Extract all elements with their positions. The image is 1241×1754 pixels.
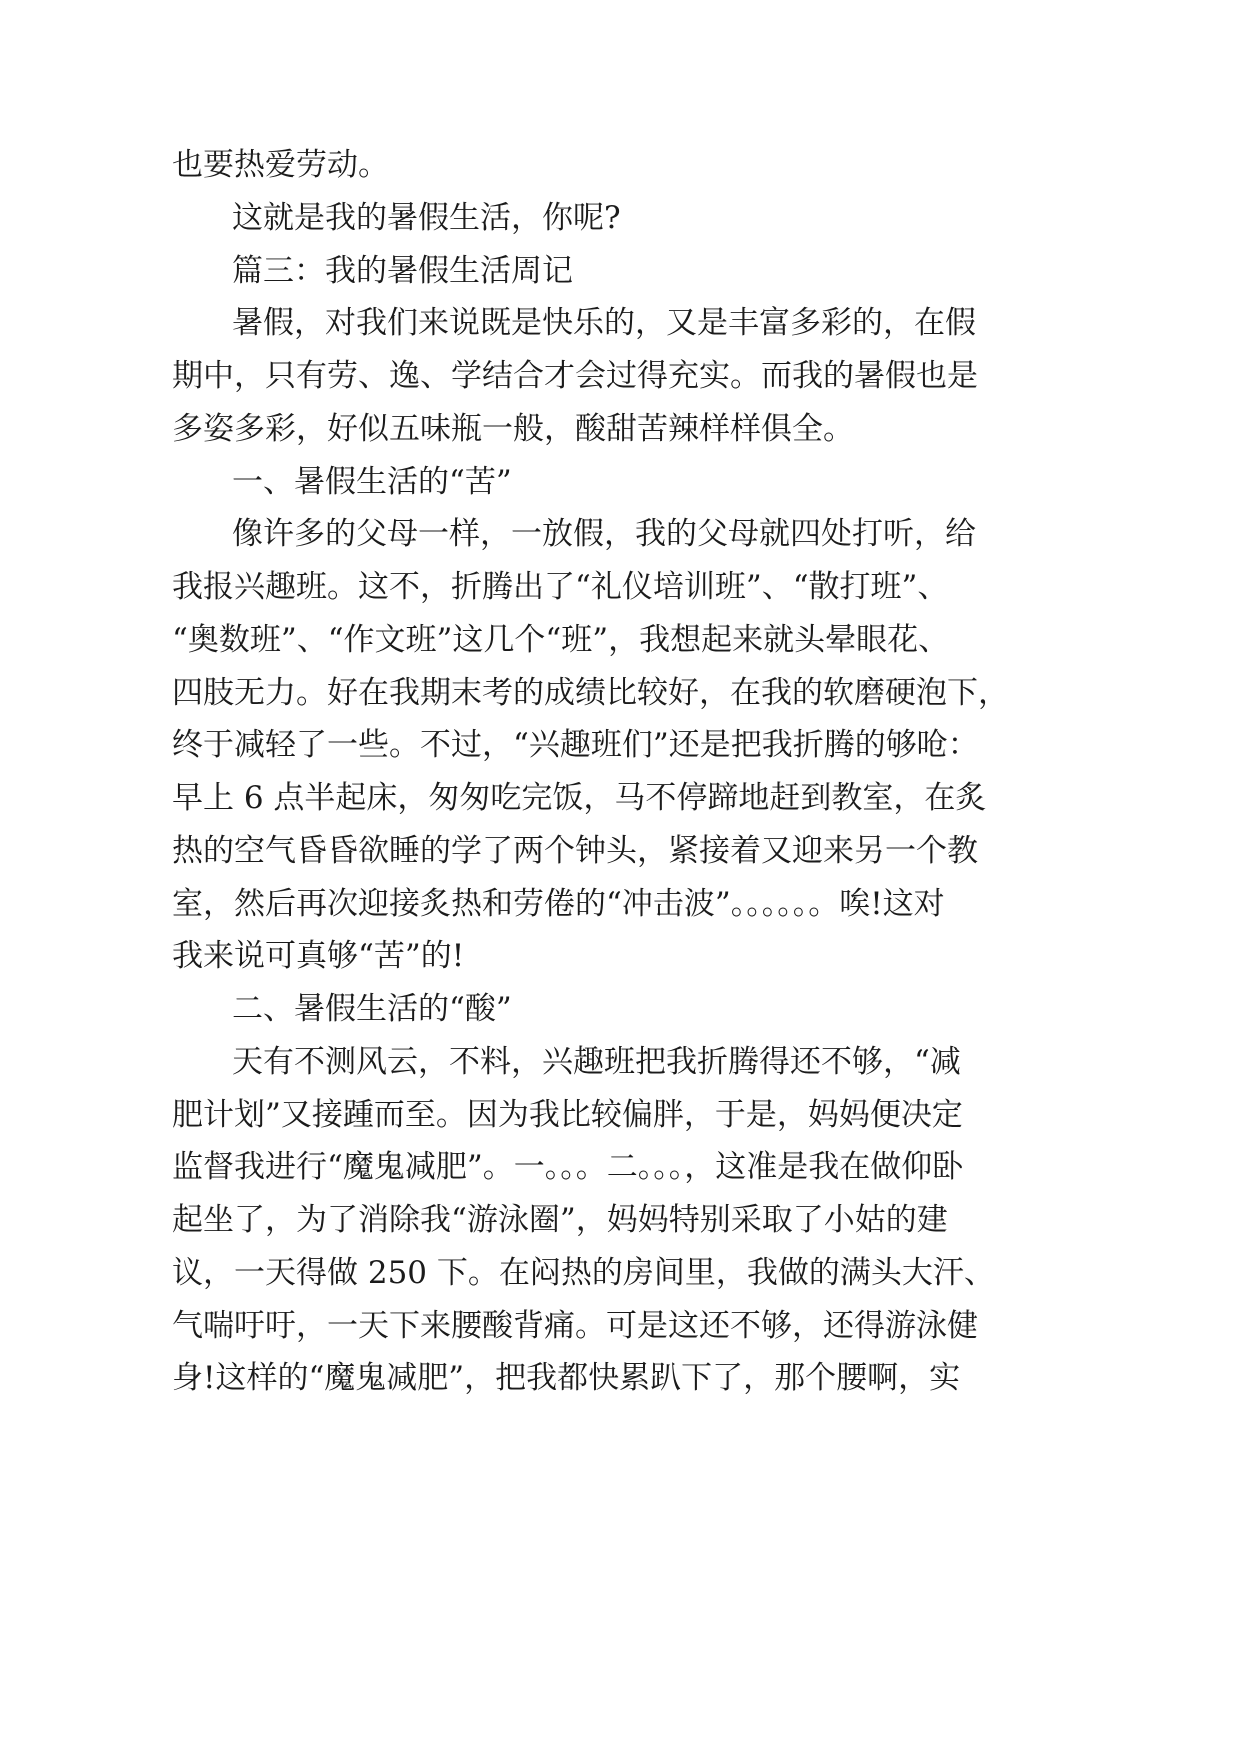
paragraph-line: 起坐了，为了消除我“游泳圈”，妈妈特别采取了小姑的建 — [172, 1202, 948, 1238]
paragraph-line: 暑假，对我们来说既是快乐的，又是丰富多彩的，在假 — [232, 305, 976, 342]
section-heading: 二、暑假生活的“酸” — [232, 991, 512, 1027]
paragraph-line: 像许多的父母一样，一放假，我的父母就四处打听，给 — [232, 516, 976, 553]
paragraph-line: 也要热爱劳动。 — [172, 147, 389, 183]
paragraph-line: 天有不测风云，不料，兴趣班把我折腾得还不够，“减 — [232, 1043, 961, 1080]
paragraph-line: 四肢无力。好在我期末考的成绩比较好，在我的软磨硬泡下， — [172, 674, 1009, 711]
paragraph-line: 终于减轻了一些。不过，“兴趣班们”还是把我折腾的够呛： — [172, 727, 979, 764]
paragraph-line: 气喘吁吁，一天下来腰酸背痛。可是这还不够，还得游泳健 — [172, 1307, 978, 1344]
paragraph-line: “奥数班”、“作文班”这几个“班”，我想起来就头晕眼花、 — [172, 621, 950, 658]
paragraph-line: 这就是我的暑假生活，你呢? — [232, 199, 621, 236]
paragraph-line: 议，一天得做 250 下。在闷热的房间里，我做的满头大汗、 — [172, 1254, 995, 1291]
paragraph-line: 身!这样的“魔鬼减肥”，把我都快累趴下了，那个腰啊，实 — [172, 1360, 961, 1397]
paragraph-line: 热的空气昏昏欲睡的学了两个钟头，紧接着又迎来另一个教 — [172, 832, 978, 869]
paragraph-line: 多姿多彩，好似五味瓶一般，酸甜苦辣样样俱全。 — [172, 410, 854, 447]
paragraph-line: 我报兴趣班。这不，折腾出了“礼仪培训班”、“散打班”、 — [172, 569, 949, 605]
paragraph-line: 监督我进行“魔鬼减肥”。一。。。二。。。，这准是我在做仰卧 — [172, 1149, 964, 1186]
paragraph-line: 我来说可真够“苦”的! — [172, 938, 465, 975]
section-heading: 一、暑假生活的“苦” — [232, 463, 512, 500]
paragraph-line: 早上 6 点半起床，匆匆吃完饭，马不停蹄地赶到教室，在炙 — [172, 780, 987, 816]
paragraph-line: 肥计划”又接踵而至。因为我比较偏胖，于是，妈妈便决定 — [172, 1096, 963, 1133]
document-page — [172, 139, 1009, 1405]
paragraph-line: 期中，只有劳、逸、学结合才会过得充实。而我的暑假也是 — [172, 358, 978, 394]
paragraph-line: 室，然后再次迎接炙热和劳倦的“冲击波”。。。。。。唉!这对 — [172, 885, 945, 922]
section-title: 篇三：我的暑假生活周记 — [232, 252, 573, 289]
